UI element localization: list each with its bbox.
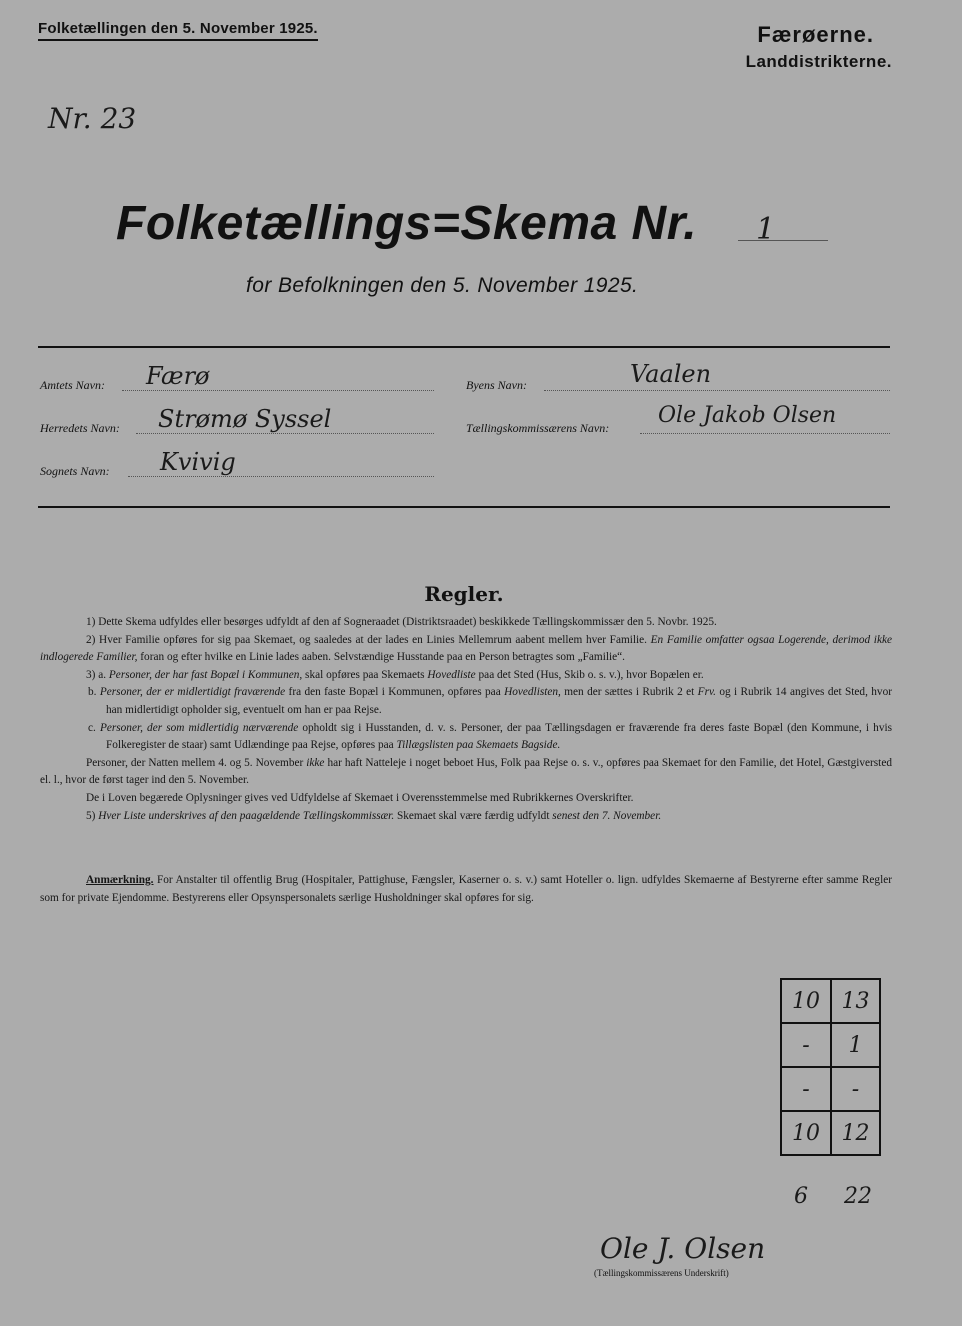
rule-3b-part-6: Frv.: [697, 686, 716, 699]
signature-handwriting: Ole J. Olsen: [600, 1232, 766, 1265]
handwritten-schema-number: 1: [756, 212, 776, 247]
tally-cell: 1: [831, 1023, 880, 1067]
tally-cell: -: [831, 1067, 880, 1111]
tally-cell: -: [781, 1067, 831, 1111]
rule-3c-part-2: Personer, der som midlertidig nærværende: [99, 721, 299, 734]
tally-row: [781, 1067, 880, 1111]
rule-2-part-b: En Familie omfatter ogsaa Logerende, derimod ikke indlogerede Familier,: [40, 633, 892, 664]
rule-3a-part-2: Personer, der har fast Bopæl i Kommunen,: [108, 668, 303, 681]
tally-cell: 10: [781, 979, 831, 1023]
divider-top: [38, 346, 890, 348]
rule-3a-part-4: Hovedliste: [427, 668, 476, 681]
rule-5-marker: 5): [86, 809, 99, 822]
amt-label: Amtets Navn:: [40, 378, 105, 392]
rule-3c-part-4: Tillægslisten paa Skemaets Bagside.: [396, 739, 561, 752]
by-value: Vaalen: [630, 360, 712, 388]
kommissaer-label: Tællingskommissærens Navn:: [466, 421, 610, 435]
title-number-line: [738, 240, 828, 241]
sogn-label: Sognets Navn:: [40, 464, 110, 478]
rule-3b-part-7: og i Rubrik 14 angives det Sted, hvor han midlertidigt opholder sig, eventuelt om han er paa Rejse.: [106, 686, 892, 716]
divider-bottom: [38, 506, 890, 508]
tally-total-left: 6: [794, 1184, 808, 1209]
district-header: Landdistrikterne.: [745, 52, 892, 71]
tally-cell: 10: [781, 1111, 831, 1155]
note-label: Anmærkning.: [86, 874, 154, 886]
tally-row: [781, 979, 880, 1023]
by-line: [544, 390, 890, 391]
signature-caption: (Tællingskommissærens Underskrift): [594, 1268, 729, 1278]
rule-5: [40, 808, 892, 826]
rule-5-part-3: Skemaet skal være færdig udfyldt: [394, 809, 553, 822]
form-subtitle: for Befolkningen den 5. November 1925.: [246, 274, 639, 297]
region-header: Færøerne.: [757, 22, 874, 47]
tally-cell: -: [781, 1023, 831, 1067]
rules-heading: Regler.: [424, 582, 504, 606]
rule-2-part-a: 2) Hver Familie opføres for sig paa Skemaet, og saaledes at der lades en Linies Mellemrum aabent mellem hver Familie.: [86, 633, 651, 646]
rule-5-part-4: senest den 7. November.: [552, 809, 662, 822]
handwritten-form-number: Nr. 23: [48, 102, 137, 135]
rule-2: [40, 632, 892, 667]
kommissaer-line: [640, 433, 890, 434]
by-label: Byens Navn:: [466, 378, 527, 392]
note-text: For Anstalter til offentlig Brug (Hospitaler, Pattighuse, Fængsler, Kaserner o. s. v.) samt Hoteller o. lign. udfyldes Skemaerne af Bestyrerne efter samme Regler som for private Ejendomme. Bestyrerens eller Opsynspersonalets særlige Husholdninger skal opføres for sig.: [40, 874, 892, 904]
rule-3b-part-5: men der sættes i Rubrik 2 et: [560, 686, 698, 699]
rule-4b: De i Loven begærede Oplysninger gives ved Udfyldelse af Skemaet i Overensstemmelse med Rubrikkernes Overskrifter.: [86, 791, 634, 804]
rule-3c: [40, 720, 892, 755]
tally-total-right: 22: [844, 1184, 872, 1209]
form-title: Folketællings=Skema Nr.: [116, 197, 698, 250]
rule-4-part-2: ikke: [306, 756, 325, 769]
rule-3b-part-2: Personer, der er midlertidigt fraværende: [99, 686, 286, 699]
rule-1: 1) Dette Skema udfyldes eller besørges udfyldt af den af Sogneraadet (Distriktsraadet) beskikkede Tællingskommissær den 5. Novbr. 1925.: [86, 616, 717, 628]
tally-table: [780, 978, 881, 1156]
rule-4-part-3: har haft Natteleje i noget beboet Hus, Folk paa Rejse o. s. v., opføres paa Skemaet for den Familie, det Hotel, Gæstgiversted el. l., hvor de først tager ind den 5. November.: [40, 756, 892, 787]
tally-cell: 13: [831, 979, 880, 1023]
rule-3c-marker: c.: [88, 721, 100, 734]
sogn-line: [128, 476, 434, 477]
rule-3a-part-3: skal opføres paa Skemaets: [302, 668, 428, 681]
herred-line: [136, 433, 434, 434]
rule-3b: [40, 684, 892, 719]
amt-line: [122, 390, 434, 391]
sogn-value: Kvivig: [160, 448, 236, 476]
tally-cell: 12: [831, 1111, 880, 1155]
tally-row: [781, 1023, 880, 1067]
rule-3b-part-4: Hovedlisten,: [504, 686, 561, 699]
herred-value: Strømø Syssel: [158, 405, 332, 433]
tally-row: [781, 1111, 880, 1155]
rule-3b-part-3: fra den faste Bopæl i Kommunen, opføres paa: [285, 686, 505, 699]
rules-text: [40, 614, 892, 825]
amt-value: Færø: [146, 362, 210, 390]
kommissaer-value: Ole Jakob Olsen: [658, 403, 837, 428]
note-paragraph: [40, 872, 892, 907]
census-date-header: Folketællingen den 5. November 1925.: [38, 20, 318, 41]
rule-3a: [40, 667, 892, 685]
rule-3b-marker: b.: [88, 686, 100, 699]
herred-label: Herredets Navn:: [40, 421, 120, 435]
rule-5-part-2: Hver Liste underskrives af den paagældende Tællingskommissær.: [98, 809, 395, 822]
rule-3a-marker: 3) a.: [86, 668, 109, 681]
rule-3a-part-5: paa det Sted (Hus, Skib o. s. v.), hvor Bopælen er.: [475, 668, 704, 681]
rule-4: [40, 755, 892, 790]
rule-3c-part-3: opholdt sig i Husstanden, d. v. s. Personer, der paa Tællingsdagen er fraværende fra deres faste Bopæl (den Kommune, i hvis Folkeregister de staar) samt Udlændinge paa Rejse, opføres paa: [106, 721, 893, 752]
rule-4-part-1: Personer, der Natten mellem 4. og 5. November: [86, 756, 307, 769]
rule-2-part-c: foran og efter hvilke en Linie lades aaben. Selvstændige Husstande paa en Person betragtes som „Familie“.: [137, 651, 625, 664]
